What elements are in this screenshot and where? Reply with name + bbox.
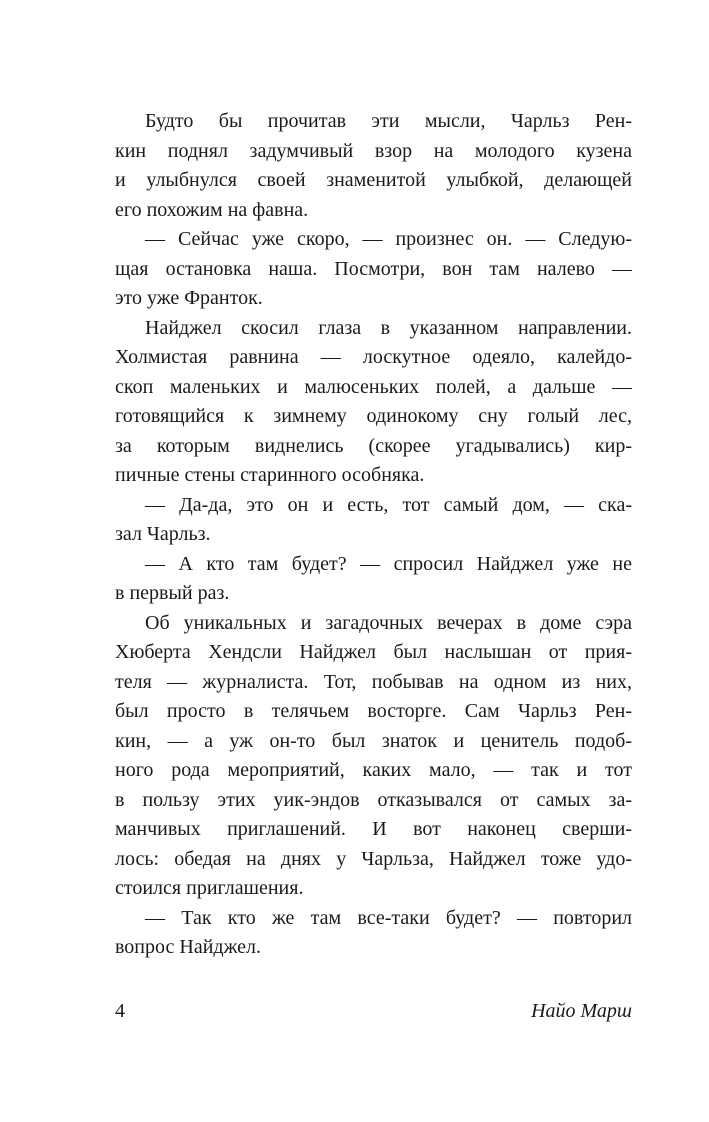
text-line: в первый раз. (115, 582, 230, 604)
text-line: и улыбнулся своей знаменитой улыбкой, делающей (115, 169, 632, 191)
text-line: — Так кто же там все-таки будет? — повторил (145, 906, 632, 929)
paragraph (115, 314, 632, 491)
text-line: кин поднял задумчивый взор на молодого кузена (115, 139, 632, 162)
page-number: 4 (115, 1000, 125, 1022)
text-line: зал Чарльз. (115, 523, 211, 545)
text-line: кин, — а уж он-то был знаток и ценитель подоб- (115, 729, 632, 752)
text-line: пичные стены старинного особняка. (115, 464, 425, 486)
text-line: Холмистая равнина — лоскутное одеяло, калейдо- (115, 346, 632, 368)
text-line: щая остановка наша. Посмотри, вон там налево — (115, 257, 632, 280)
text-line: Найджел скосил глаза в указанном направлении. (145, 316, 632, 339)
text-line: его похожим на фавна. (115, 198, 309, 221)
running-title-author: Найо Марш (531, 1000, 632, 1022)
paragraph (115, 225, 632, 314)
text-line: был просто в телячьем восторге. Сам Чарльз Рен- (115, 700, 632, 722)
body-text (115, 107, 632, 963)
text-line: готовящийся к зимнему одинокому сну голый лес, (115, 405, 632, 427)
paragraph (115, 107, 632, 225)
text-line: — Сейчас уже скоро, — произнес он. — Следую- (145, 228, 632, 250)
text-line: скоп маленьких и малюсеньких полей, а дальше — (115, 375, 632, 398)
text-line: Хюберта Хендсли Найджел был наслышан от прия- (115, 641, 632, 663)
paragraph (115, 904, 632, 963)
text-line: стоился приглашения. (115, 877, 304, 899)
text-line: за которым виднелись (скорее угадывались) кир- (115, 434, 632, 457)
text-line: Будто бы прочитав эти мысли, Чарльз Рен- (145, 110, 632, 132)
text-line: ного рода мероприятий, каких мало, — так и тот (115, 759, 632, 781)
text-line: это уже Франток. (115, 287, 263, 309)
text-line: в пользу этих уик-эндов отказывался от самых за- (115, 788, 632, 811)
paragraph (115, 491, 632, 550)
paragraph (115, 550, 632, 609)
page-footer (115, 1000, 632, 1023)
text-line: лось: обедая на днях у Чарльза, Найджел тоже удо- (115, 847, 632, 870)
text-line: Об уникальных и загадочных вечерах в доме сэра (145, 611, 632, 634)
text-line: вопрос Найджел. (115, 936, 261, 958)
text-line: — Да-да, это он и есть, тот самый дом, — ска- (145, 493, 632, 516)
text-line: теля — журналиста. Тот, побывав на одном из них, (115, 670, 632, 693)
text-line: — А кто там будет? — спросил Найджел уже не (145, 552, 632, 575)
text-line: манчивых приглашений. И вот наконец сверши- (115, 818, 632, 840)
paragraph (115, 609, 632, 904)
